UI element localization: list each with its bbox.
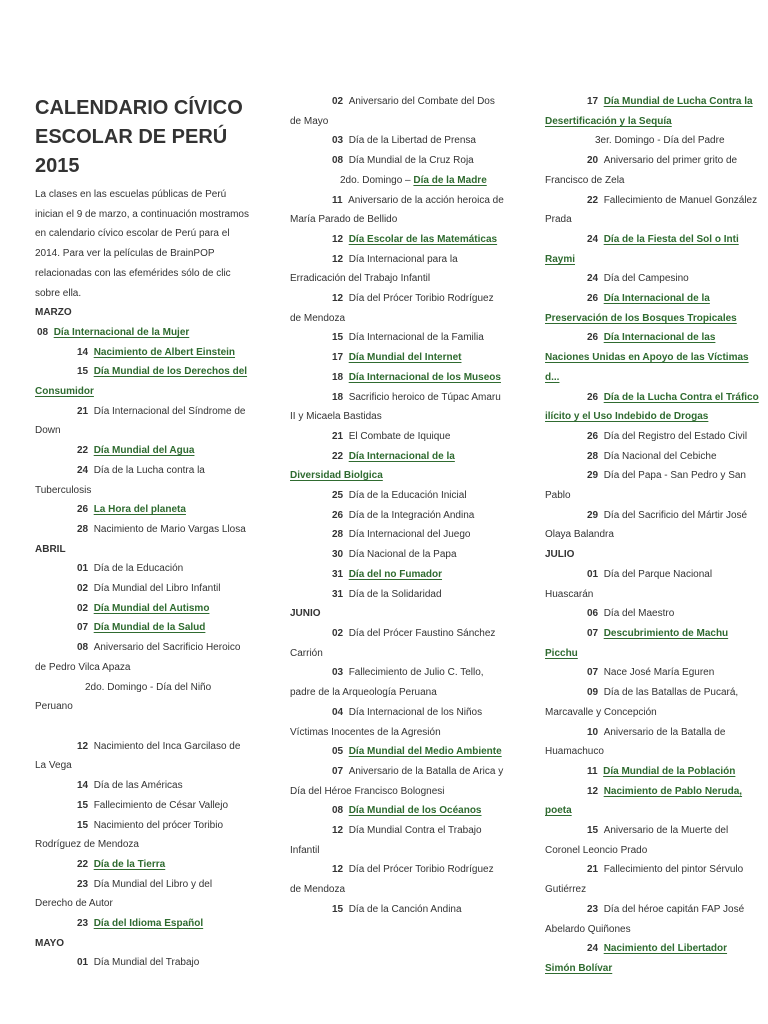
event-text: Día de la Educación Inicial [348,490,467,502]
event-text: Día del Prócer Toribio Rodríguez de Mendoza [290,864,494,896]
entry-day: 10 [587,726,599,738]
calendar-entry [290,250,504,289]
entry-day: 02 [332,627,344,639]
calendar-entry [290,742,504,762]
event-text: Día Internacional del Juego [348,529,471,541]
entry-day: 15 [77,819,89,831]
calendar-entry [290,289,504,328]
event-text: Día Internacional de la Familia [348,332,484,344]
calendar-entry [35,953,249,973]
event-text: Día del Papa - San Pedro y San Pablo [545,470,746,502]
entry-day: 03 [332,667,344,679]
event-link[interactable]: Día de la Lucha Contra el Tráfico ilícito y el Uso Indebido de Drogas [545,391,759,423]
event-text: Aniversario del Sacrificio Heroico de Pedro Vilca Apaza [35,642,241,673]
event-text: Día Nacional de la Papa [348,549,457,561]
calendar-entry [290,900,504,920]
event-text: Nacimiento de Mario Vargas Llosa [93,523,246,535]
event-text: Aniversario de la Muerte del Coronel Leoncio Prado [545,825,729,856]
column-1 [35,92,249,973]
event-link[interactable]: Día del no Fumador [348,568,443,580]
calendar-entry [545,92,759,131]
calendar-entry [545,506,759,545]
event-link[interactable]: Día Mundial del Autismo [93,602,210,614]
calendar-entry [290,585,504,605]
calendar-entry [35,441,249,461]
column-3 [545,92,759,979]
event-link[interactable]: Día Mundial de Lucha Contra la Desertificación y la Sequía [545,96,753,127]
event-link[interactable]: Día Internacional de las Naciones Unidas en Apoyo de las Víctimas d... [545,332,749,383]
column-1-entries [35,303,249,973]
entry-day: 26 [587,293,599,305]
calendar-entry [545,328,759,387]
event-text: Aniversario del primer grito de Francisco de Zela [545,155,738,186]
calendar-entry [545,762,759,782]
event-link[interactable]: Día Mundial de los Océanos [348,805,482,817]
calendar-entry [290,703,504,742]
entry-day: 15 [332,332,344,344]
entry-day: 17 [587,96,599,107]
event-link[interactable]: Día de la Fiesta del Sol o Inti Raymi [545,233,739,265]
event-text: Día del héroe capitán FAP José Abelardo Quiñones [545,903,745,935]
calendar-entry [35,599,249,619]
calendar-entry [545,466,759,505]
entry-day: 15 [77,799,89,811]
entry-day: 08 [332,805,344,817]
entry-day: 07 [77,622,89,634]
calendar-entry [35,678,249,717]
calendar-entry [545,900,759,939]
event-text: Aniversario del Combate del Dos de Mayo [290,96,495,127]
entry-day: 26 [332,509,344,521]
entry-day: 14 [77,780,89,792]
entry-day: 03 [332,135,344,147]
entry-day: 12 [587,785,599,797]
calendar-entry [545,230,759,269]
event-link[interactable]: Día Mundial del Medio Ambiente [348,746,502,758]
calendar-entry [545,683,759,722]
calendar-entry [290,762,504,801]
entry-day: 14 [77,346,89,358]
event-text: Día del Sacrificio del Mártir José Olaya Balandra [545,509,748,541]
event-text: Día de la Educación [93,563,184,575]
entry-day: 15 [587,825,599,837]
entry-day: 02 [77,602,89,614]
event-text: Aniversario de la Batalla de Arica y Día del Héroe Francisco Bolognesi [290,765,504,797]
calendar-entry [290,131,504,151]
calendar-entry [545,427,759,447]
entry-day: 12 [77,740,89,752]
calendar-entry [545,604,759,624]
entry-day: 04 [332,706,344,718]
entry-day: 21 [587,864,599,876]
event-text: Día de la Canción Andina [348,903,462,915]
entry-day: 22 [587,194,599,206]
calendar-entry [290,348,504,368]
entry-day: 23 [77,918,89,930]
entry-day: 28 [77,523,89,535]
event-text: Día del Parque Nacional Huascarán [545,568,713,600]
event-text: Fallecimiento de César Vallejo [93,799,229,811]
calendar-entry [35,579,249,599]
calendar-entry [290,565,504,585]
calendar-entry [290,92,504,131]
entry-day: 23 [587,903,599,915]
calendar-entry [545,723,759,762]
spacer [35,717,249,737]
entry-day: 24 [77,464,89,476]
month-heading: JULIO [545,549,575,561]
calendar-entry [290,368,504,388]
calendar-entry [35,875,249,914]
entry-day: 11 [332,194,343,206]
event-text: Día de la Libertad de Prensa [348,135,476,147]
entry-day: 18 [332,371,344,383]
entry-day: 24 [587,233,599,245]
event-link[interactable]: La Hora del planeta [93,504,186,516]
calendar-entry [35,461,249,500]
entry-day: 22 [332,450,344,462]
entry-day: 07 [587,627,599,639]
event-text: Día de la Integración Andina [348,509,475,521]
calendar-entry [290,801,504,821]
calendar-entry [35,618,249,638]
calendar-entry [290,525,504,545]
entry-day: 12 [332,253,344,265]
event-text: Día Internacional del Síndrome de Down [35,405,246,437]
calendar-entry [545,821,759,860]
entry-day: 23 [77,878,89,890]
entry-day: 15 [77,366,89,378]
entry-day: 12 [332,825,344,837]
entry-day: 31 [332,568,344,580]
entry-day: 21 [332,430,344,442]
event-link[interactable]: Día Escolar de las Matemáticas [348,233,498,245]
page-title: CALENDARIO CÍVICO ESCOLAR DE PERÚ 2015 [35,97,243,177]
event-text: Fallecimiento del pintor Sérvulo Gutiérrez [545,864,744,896]
calendar-entry [35,323,249,343]
month-heading: MAYO [35,937,65,949]
calendar-entry [35,559,249,579]
event-link[interactable]: Día Internacional de la Diversidad Biolgica [290,450,455,482]
calendar-entry [290,821,504,860]
event-text: Nacimiento del Inca Garcilaso de La Vega [35,740,241,772]
calendar-entry [290,486,504,506]
entry-day: 24 [587,943,599,955]
event-text: Día Mundial del Trabajo [93,957,200,969]
calendar-entry [290,624,504,663]
calendar-entry [35,402,249,441]
entry-day: 07 [587,667,599,679]
event-text: Día de las Américas [93,780,183,792]
calendar-entry [545,388,759,427]
entry-day: 22 [77,445,89,457]
event-text: Día del Prócer Faustino Sánchez Carrión [290,627,496,659]
entry-day: 30 [332,549,344,561]
calendar-entry [290,506,504,526]
entry-day: 06 [587,608,599,620]
event-link[interactable]: Nacimiento de Pablo Neruda, poeta [545,785,743,817]
calendar-entry [290,328,504,348]
event-text: Día Mundial del Libro Infantil [93,583,221,595]
entry-day: 26 [587,332,599,344]
event-link[interactable]: Día Mundial del Internet [348,352,462,364]
event-link[interactable]: Día Mundial de la Salud [93,622,206,634]
calendar-entry [35,500,249,520]
event-text: El Combate de Iquique [348,430,451,442]
entry-day: 28 [332,529,344,541]
calendar-entry [290,447,504,486]
event-text: Día Internacional de los Niños Víctimas Inocentes de la Agresión [290,706,483,738]
event-text: Día de la Solidaridad [348,588,442,600]
calendar-entry [35,343,249,363]
event-text: Fallecimiento de Julio C. Tello, padre de la Arqueología Peruana [290,667,484,699]
entry-day: 11 [587,765,598,777]
calendar-entry [545,860,759,899]
calendar-entry [290,230,504,250]
calendar-entry [35,776,249,796]
entry-day: 07 [332,765,344,777]
month-heading: ABRIL [35,543,66,555]
calendar-entry [545,289,759,328]
event-text: Día del Prócer Toribio Rodríguez de Mendoza [290,293,494,324]
event-link[interactable]: Día Mundial del Agua [93,445,195,457]
entry-day: 08 [37,326,49,338]
entry-day: 01 [77,563,89,575]
calendar-entry [35,737,249,776]
column-3-entries [545,92,759,979]
event-link[interactable]: Nacimiento del Libertador Simón Bolívar [545,943,728,974]
calendar-entry [545,782,759,821]
event-text: Aniversario de la acción heroica de María Parado de Bellido [290,194,504,226]
entry-day: 26 [587,391,599,403]
event-text: Día del Maestro [603,608,675,620]
event-text: Aniversario de la Batalla de Huamachuco [545,726,726,758]
calendar-entry [290,151,504,171]
calendar-entry [290,545,504,565]
entry-day: 22 [77,858,89,870]
event-link[interactable]: Nacimiento de Albert Einstein [93,346,236,358]
event-link[interactable]: Día de la Madre [413,174,487,186]
event-text: Sacrificio heroico de Túpac Amaru II y Micaela Bastidas [290,391,501,423]
calendar-entry [290,860,504,899]
calendar-entry [35,520,249,540]
entry-day: 01 [587,568,599,580]
calendar-entry [545,131,759,151]
event-text: Día Mundial Contra el Trabajo Infantil [290,825,482,856]
entry-day: 09 [587,687,599,699]
calendar-entry [35,855,249,875]
calendar-entry [290,427,504,447]
calendar-entry [545,939,759,978]
event-link[interactable]: Día de la Tierra [93,858,166,870]
calendar-entry [545,151,759,190]
entry-day: 18 [332,391,344,403]
entry-day: 08 [332,155,344,167]
event-text: Día de la Lucha contra la Tuberculosis [35,464,205,496]
entry-day: 02 [77,583,89,595]
calendar-entry [290,663,504,702]
entry-day: 08 [77,642,89,654]
event-link[interactable]: Día Mundial de los Derechos del Consumidor [35,366,248,398]
entry-day: 25 [332,490,344,502]
entry-day: 01 [77,957,89,969]
entry-day: 28 [587,450,599,462]
event-link[interactable]: Día Internacional de los Museos [348,371,501,383]
entry-day: 02 [332,96,344,107]
entry-day: 24 [587,273,599,285]
event-text: Día Internacional para la Erradicación del Trabajo Infantil [290,253,458,285]
entry-day: 26 [587,430,599,442]
event-text: Nace José María Eguren [603,667,715,679]
calendar-entry [290,171,504,191]
event-text: Nacimiento del prócer Toribio Rodríguez de Mendoza [35,819,224,851]
event-link[interactable]: Día Internacional de la Preservación de los Bosques Tropicales [545,293,737,324]
entry-day: 21 [77,405,89,417]
calendar-entry [290,191,504,230]
entry-day: 12 [332,233,344,245]
entry-day: 17 [332,352,344,364]
calendar-entry [35,796,249,816]
event-text: Día del Registro del Estado Civil [603,430,748,442]
event-text: 2do. Domingo – [340,174,411,186]
entry-day: 29 [587,470,599,482]
intro-paragraph: La clases en las escuelas públicas de Perú inician el 9 de marzo, a continuación mostramos en calendario cívico escolar de Perú para el 2014. Para ver la películas de BrainPOP relacionadas con las efemérides sólo de clic sobre ella. [35,189,249,299]
entry-day: 29 [587,509,599,521]
calendar-entry [35,816,249,855]
column-2-entries [290,92,504,920]
event-text: Día del Campesino [603,273,689,285]
month-heading: MARZO [35,307,72,319]
event-text: 3er. Domingo - Día del Padre [595,135,725,147]
calendar-entry [545,663,759,683]
calendar-entry [35,362,249,401]
calendar-entry [290,388,504,427]
event-link[interactable]: Día del Idioma Español [93,918,204,930]
event-text: 2do. Domingo - Día del Niño Peruano [35,681,212,713]
calendar-entry [545,191,759,230]
entry-day: 20 [587,155,599,167]
calendar-entry [545,624,759,663]
entry-day: 26 [77,504,89,516]
calendar-entry [545,565,759,604]
entry-day: 15 [332,903,344,915]
entry-day: 12 [332,864,344,876]
entry-day: 31 [332,588,344,600]
calendar-entry [545,447,759,467]
month-heading: JUNIO [290,608,321,620]
column-2 [290,92,504,920]
event-text: Fallecimiento de Manuel González Prada [545,194,758,226]
event-text: Día de las Batallas de Pucará, Marcavalle y Concepción [545,687,739,718]
event-link[interactable]: Día Mundial de la Población [603,765,736,777]
event-link[interactable]: Día Internacional de la Mujer [53,326,190,338]
calendar-entry [545,269,759,289]
event-text: Día Mundial del Libro y del Derecho de Autor [35,878,213,910]
event-link[interactable]: Descubrimiento de Machu Picchu [545,627,729,659]
calendar-entry [35,638,249,677]
event-text: Día Mundial de la Cruz Roja [348,155,474,167]
calendar-entry [35,914,249,934]
entry-day: 12 [332,293,344,305]
event-text: Día Nacional del Cebiche [603,450,717,462]
entry-day: 05 [332,746,344,758]
